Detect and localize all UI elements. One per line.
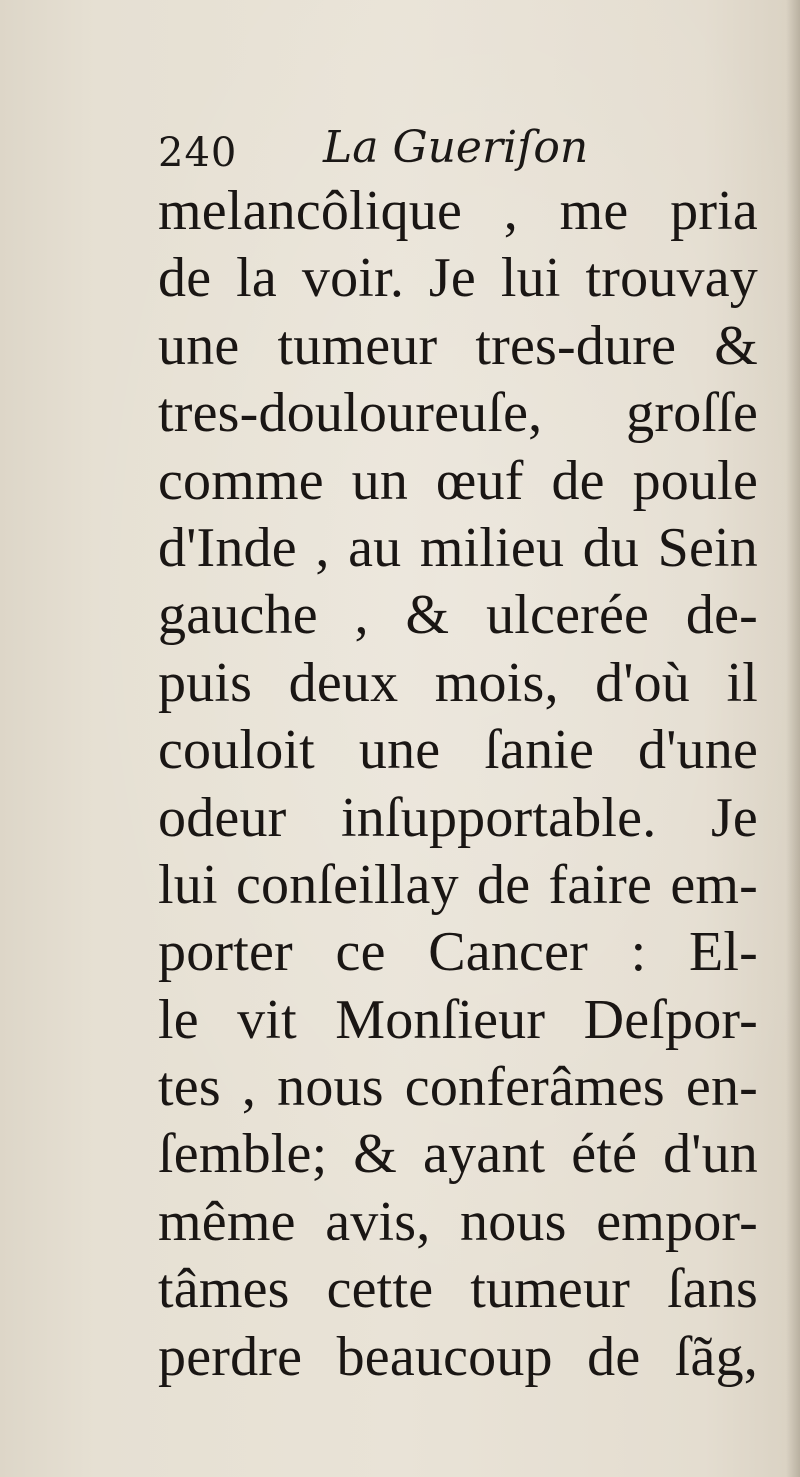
text-line: ſemble; & ayant été d'un [158,1123,758,1186]
text-line: lui conſeillay de faire em- [158,853,758,916]
running-title: La Gueriſon [323,122,589,173]
text-line: tâmes cette tumeur ſans [158,1258,758,1321]
text-line: puis deux mois, d'où il [158,651,758,714]
page-edge-shadow [786,0,800,1477]
page-number: 240 [158,130,238,176]
text-line: le vit Monſieur Deſpor- [158,988,758,1051]
text-line: tes , nous conferâmes en- [158,1056,758,1119]
text-line: comme un œuf de poule [158,449,758,512]
text-line: porter ce Cancer : El- [158,921,758,984]
text-line: gauche , & ulcerée de- [158,584,758,647]
body-text [158,178,758,1391]
text-line: de la voir. Je lui trouvay [158,247,758,310]
text-line: tres-douloureuſe, groſſe [158,382,758,445]
text-line: odeur inſupportable. Je [158,786,758,849]
text-line: melancôlique , me pria [158,180,758,242]
text-line: une tumeur tres-dure & [158,314,758,377]
page-header [158,112,758,176]
text-line: couloit une ſanie d'une [158,719,758,782]
text-line: perdre beaucoup de ſãg, [158,1325,758,1388]
text-line: d'Inde , au milieu du Sein [158,516,758,579]
text-line: même avis, nous empor- [158,1190,758,1253]
